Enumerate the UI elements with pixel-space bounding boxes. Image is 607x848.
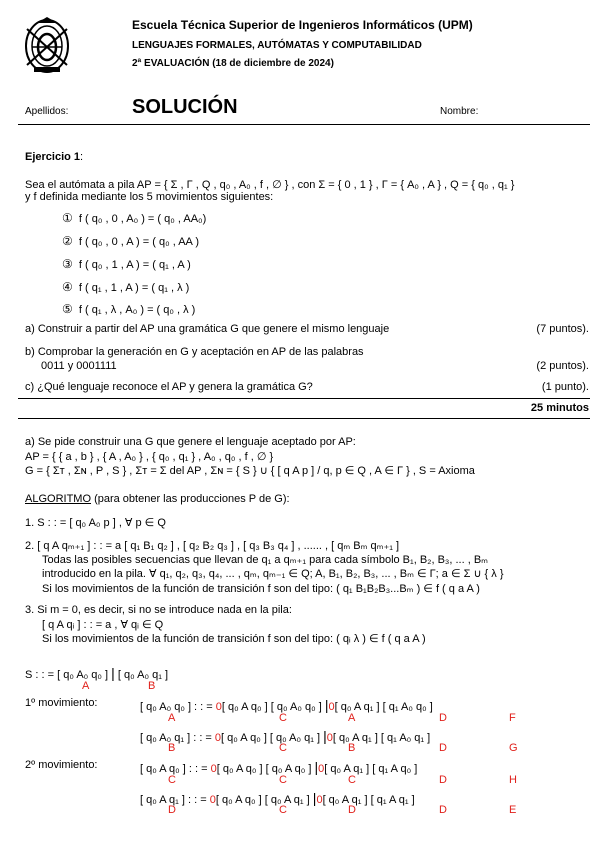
algo-step-2-l1: 2. [ q A qₘ₊₁ ] : : = a [ q₁ B₁ q₂ ] , [ q₂ B₂ q₃ ] , [ q₃ B₃ q₄ ] , ...... , [ qₘ Bₘ qₘ₊₁ ] — [25, 540, 400, 552]
apellidos-label: Apellidos: — [25, 106, 69, 117]
mov1-row1-label-3: A — [348, 712, 356, 724]
sol-a-line1: a) Se pide construir una G que genere el lenguaje aceptado por AP: — [25, 436, 356, 448]
mov2-row1-label-2: C — [279, 774, 287, 786]
course-name: LENGUAJES FORMALES, AUTÓMATAS Y COMPUTABILIDAD — [132, 40, 422, 51]
mov1-row2: [ q₀ A₀ q₁ ] : : = 0[ q₀ A q₀ ] [ q₀ A₀ q₁ ] |0[ q₀ A q₁ ] [ q₁ A₀ q₁ ] — [140, 728, 431, 744]
algo-step-2-l3: introducido en la pila. ∀ q₁, q₂, q₃, q₄, ... , qₘ, qₘ₋₁ ∈ Q; A, B₁, B₂, B₃, ... , Bₘ ∈ Γ; a ∈ Σ ∪ { λ } — [42, 568, 504, 580]
question-b-words: 0011 y 0001111 — [41, 360, 117, 372]
mov1-row1-label-5: F — [509, 712, 516, 724]
mov2-row2-label-2: C — [279, 804, 287, 816]
question-b: b) Comprobar la generación en G y aceptación en AP de las palabras — [25, 346, 364, 358]
mov1-row2-label-3: B — [348, 742, 356, 754]
mov1-row1-label-4: D — [439, 712, 447, 724]
move-5: ⑤ f ( q₁ , λ , A₀ ) = ( q₀ , λ ) — [62, 302, 196, 316]
mov1-row1-label-1: A — [168, 712, 176, 724]
header-divider — [18, 124, 590, 125]
mov2-row1-label-1: C — [168, 774, 176, 786]
mov2-row2-label-5: E — [509, 804, 517, 816]
mov2-row2-label-4: D — [439, 804, 447, 816]
mov1-row1-label-2: C — [279, 712, 287, 724]
mov2-row2: [ q₀ A q₁ ] : : = 0[ q₀ A q₀ ] [ q₀ A q₁ ] |0[ q₀ A q₁ ] [ q₁ A q₁ ] — [140, 790, 415, 806]
mov2-row2-label-1: D — [168, 804, 176, 816]
mov1-label: 1º movimiento: — [25, 697, 98, 709]
nombre-label: Nombre: — [440, 106, 479, 117]
mov2-label: 2º movimiento: — [25, 759, 98, 771]
algorithm-title: ALGORITMO (para obtener las producciones P de G): — [25, 493, 290, 505]
time-limit: 25 minutos — [530, 402, 589, 414]
mov2-row1-label-5: H — [509, 774, 517, 786]
mov1-row2-label-1: B — [168, 742, 176, 754]
mov2-row1-label-4: D — [439, 774, 447, 786]
question-c: c) ¿Qué lenguaje reconoce el AP y genera la gramática G? — [25, 381, 313, 393]
sol-a-line3: G = { Σᴛ , Σɴ , P , S } , Σᴛ = Σ del AP , Σɴ = { S } ∪ { [ q A p ] / q, p ∈ Q , A ∈ Γ } , S = Axioma — [25, 465, 475, 477]
question-a-points: (7 puntos). — [536, 323, 589, 335]
algo-step-2-l2: Todas las posibles secuencias que llevan de q₁ a qₘ₊₁ para cada símbolo B₁, B₂, B₃, ... , Bₘ — [42, 554, 489, 566]
algo-step-3-l3: Si los movimientos de la función de transición f son del tipo: ( qᵢ λ ) ∈ f ( q a A ) — [42, 633, 426, 645]
algo-step-3-l1: 3. Si m = 0, es decir, si no se introduce nada en la pila: — [25, 604, 292, 616]
question-b-points: (2 puntos). — [536, 360, 589, 372]
algo-step-3-l2: [ q A qᵢ ] : : = a , ∀ qᵢ ∈ Q — [42, 619, 164, 631]
s-label-b: B — [148, 680, 156, 692]
exercise-intro-2: y f definida mediante los 5 movimientos siguientes: — [25, 191, 274, 203]
algo-step-2-l4: Si los movimientos de la función de transición f son del tipo: ( q₁ B₁B₂B₃...Bₘ ) ∈ f ( q a A ) — [42, 583, 480, 595]
school-name: Escuela Técnica Superior de Ingenieros Informáticos (UPM) — [132, 18, 473, 32]
section-divider — [18, 418, 590, 419]
move-1: ① f ( q₀ , 0 , A₀ ) = ( q₀ , AA₀) — [62, 211, 207, 225]
solution-title: SOLUCIÓN — [132, 96, 238, 118]
algo-step-1: 1. S : : = [ q₀ A₀ p ] , ∀ p ∈ Q — [25, 517, 166, 529]
move-2: ② f ( q₀ , 0 , A ) = ( q₀ , AA ) — [62, 234, 199, 248]
move-3: ③ f ( q₀ , 1 , A ) = ( q₁ , A ) — [62, 257, 191, 271]
mov1-row1: [ q₀ A₀ q₀ ] : : = 0[ q₀ A q₀ ] [ q₀ A₀ q₀ ] |0[ q₀ A q₁ ] [ q₁ A₀ q₀ ] — [140, 697, 433, 713]
mov2-row2-label-3: D — [348, 804, 356, 816]
exercise-title: Ejercicio 1: — [25, 151, 84, 163]
mov1-row2-label-5: G — [509, 742, 518, 754]
mov1-row2-label-4: D — [439, 742, 447, 754]
mov1-row2-label-2: C — [279, 742, 287, 754]
evaluation-date: 2ª EVALUACIÓN (18 de diciembre de 2024) — [132, 58, 334, 69]
move-4: ④ f ( q₁ , 1 , A ) = ( q₁ , λ ) — [62, 280, 190, 294]
s-rule: S : : = [ q₀ A₀ q₀ ] | [ q₀ A₀ q₁ ] — [25, 665, 169, 681]
mov2-row1: [ q₀ A q₀ ] : : = 0[ q₀ A q₀ ] [ q₀ A q₀ ] |0[ q₀ A q₁ ] [ q₁ A q₀ ] — [140, 759, 418, 775]
upm-logo — [22, 15, 72, 75]
s-label-a: A — [82, 680, 90, 692]
questions-divider — [18, 398, 590, 399]
mov2-row1-label-3: C — [348, 774, 356, 786]
question-c-points: (1 punto). — [541, 381, 589, 393]
sol-a-line2: AP = { { a , b } , { A , A₀ } , { q₀ , q₁ } , A₀ , q₀ , f , ∅ } — [25, 451, 274, 463]
question-a: a) Construir a partir del AP una gramática G que genere el mismo lenguaje — [25, 323, 390, 335]
exercise-intro-1: Sea el autómata a pila AP = { Σ , Γ , Q , q₀ , A₀ , f , ∅ } , con Σ = { 0 , 1 } , Γ = { A₀ , A } , Q = { q₀ , q₁ } — [25, 179, 515, 191]
